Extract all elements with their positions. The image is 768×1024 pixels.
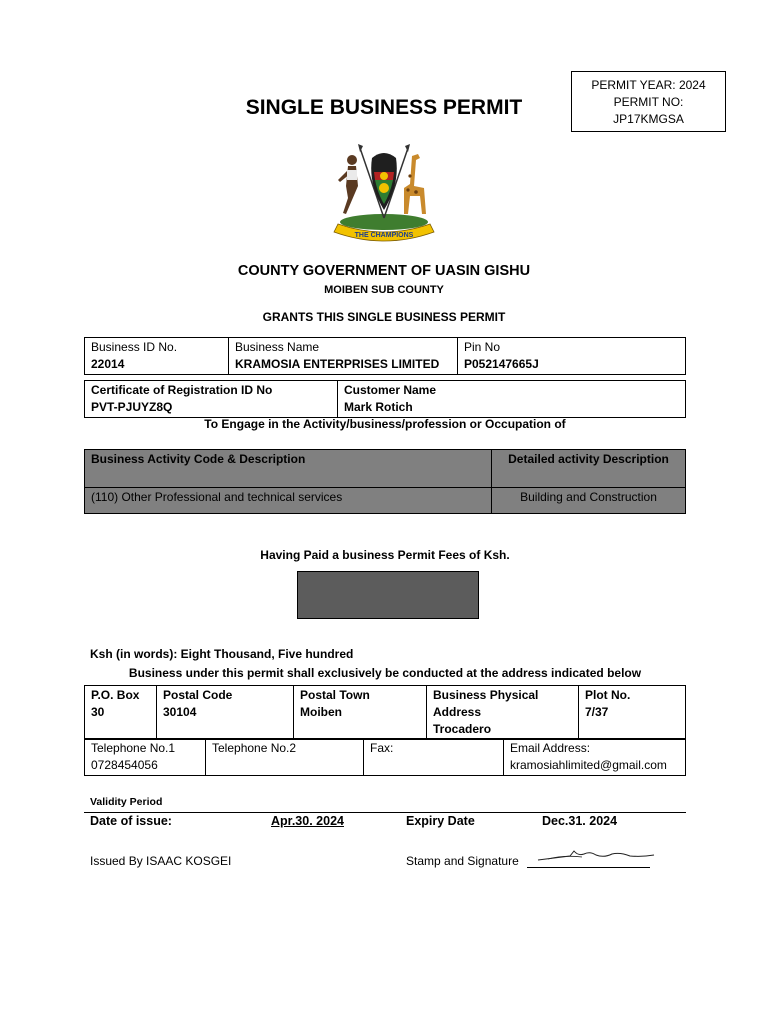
fee-amount-box-redacted	[297, 571, 479, 619]
permit-info-box	[571, 71, 726, 132]
activity-detail-header: Detailed activity Description	[492, 450, 686, 488]
issued-by: Issued By ISAAC KOSGEI	[90, 854, 232, 868]
signature-icon	[534, 845, 658, 865]
amount-in-words: Ksh (in words): Eight Thousand, Five hundred	[90, 647, 354, 661]
telephone1-label: Telephone No.1	[91, 741, 176, 755]
postal-code-cell	[157, 686, 294, 740]
permit-no-label: PERMIT NO:	[613, 95, 684, 109]
motto-text: THE CHAMPIONS	[354, 232, 414, 239]
issue-date-value: Apr.30. 2024	[271, 814, 344, 828]
address-condition: Business under this permit shall exclusively be conducted at the address indicated below	[128, 666, 642, 680]
engage-text: To Engage in the Activity/business/profession or Occupation of	[204, 417, 566, 431]
business-name-cell	[229, 338, 458, 375]
po-box-value: 30	[91, 705, 105, 719]
postal-code-value: 30104	[163, 705, 197, 719]
expiry-date-label: Expiry Date	[406, 814, 475, 828]
registration-table	[84, 380, 686, 418]
certificate-cell	[85, 381, 338, 418]
pin-value: P052147665J	[464, 357, 539, 371]
postal-town-cell	[294, 686, 427, 740]
expiry-date-value: Dec.31. 2024	[542, 814, 618, 828]
email-cell	[504, 739, 686, 776]
fees-paid-text: Having Paid a business Permit Fees of Ksh.	[260, 548, 510, 562]
business-info-table	[84, 337, 686, 375]
sub-county: MOIBEN SUB COUNTY	[324, 284, 444, 296]
activity-code-value: (110) Other Professional and technical services	[85, 488, 492, 514]
signature-line	[527, 867, 650, 868]
email-value: kramosiahlimited@gmail.com	[510, 758, 667, 772]
postal-code-label: Postal Code	[163, 688, 233, 702]
telephone1-value: 0728454056	[91, 758, 158, 772]
pin-cell	[458, 338, 686, 375]
fax-label: Fax:	[370, 741, 394, 755]
postal-town-label: Postal Town	[300, 688, 370, 702]
physical-address-cell	[427, 686, 579, 740]
telephone2-label: Telephone No.2	[212, 741, 297, 755]
postal-town-value: Moiben	[300, 705, 342, 719]
telephone2-cell	[206, 739, 364, 776]
activity-code-header: Business Activity Code & Description	[85, 450, 492, 488]
certificate-label: Certificate of Registration ID No	[91, 383, 273, 397]
activity-table	[84, 449, 686, 514]
email-label: Email Address:	[510, 741, 591, 755]
address-table	[84, 685, 686, 740]
business-id-label: Business ID No.	[91, 340, 178, 354]
issue-date-label: Date of issue:	[90, 814, 172, 828]
business-name-label: Business Name	[235, 340, 320, 354]
plot-cell	[579, 686, 686, 740]
pin-label: Pin No	[464, 340, 501, 354]
telephone1-cell	[85, 739, 206, 776]
fax-cell	[364, 739, 504, 776]
customer-label: Customer Name	[344, 383, 437, 397]
business-name-value: KRAMOSIA ENTERPRISES LIMITED	[235, 357, 440, 371]
plot-value: 7/37	[585, 705, 609, 719]
plot-label: Plot No.	[585, 688, 631, 702]
contact-table	[84, 738, 686, 776]
validity-heading: Validity Period	[90, 796, 163, 808]
county-name: COUNTY GOVERNMENT OF UASIN GISHU	[237, 263, 531, 279]
customer-value: Mark Rotich	[344, 400, 413, 414]
physical-address-label: Business Physical Address	[433, 688, 539, 719]
county-coat-of-arms-icon	[330, 140, 438, 246]
validity-divider	[84, 812, 686, 813]
customer-cell	[338, 381, 686, 418]
po-box-label: P.O. Box	[91, 688, 140, 702]
physical-address-value: Trocadero	[433, 722, 492, 736]
page-title: SINGLE BUSINESS PERMIT	[245, 96, 523, 119]
certificate-value: PVT-PJUYZ8Q	[91, 400, 173, 414]
permit-no-value: JP17KMGSA	[613, 112, 684, 126]
business-id-cell	[85, 338, 229, 375]
business-id-value: 22014	[91, 357, 125, 371]
po-box-cell	[85, 686, 157, 740]
grants-heading: GRANTS THIS SINGLE BUSINESS PERMIT	[262, 310, 506, 324]
activity-detail-value: Building and Construction	[492, 488, 686, 514]
stamp-signature-label: Stamp and Signature	[406, 854, 519, 868]
permit-year: PERMIT YEAR: 2024	[591, 78, 706, 92]
